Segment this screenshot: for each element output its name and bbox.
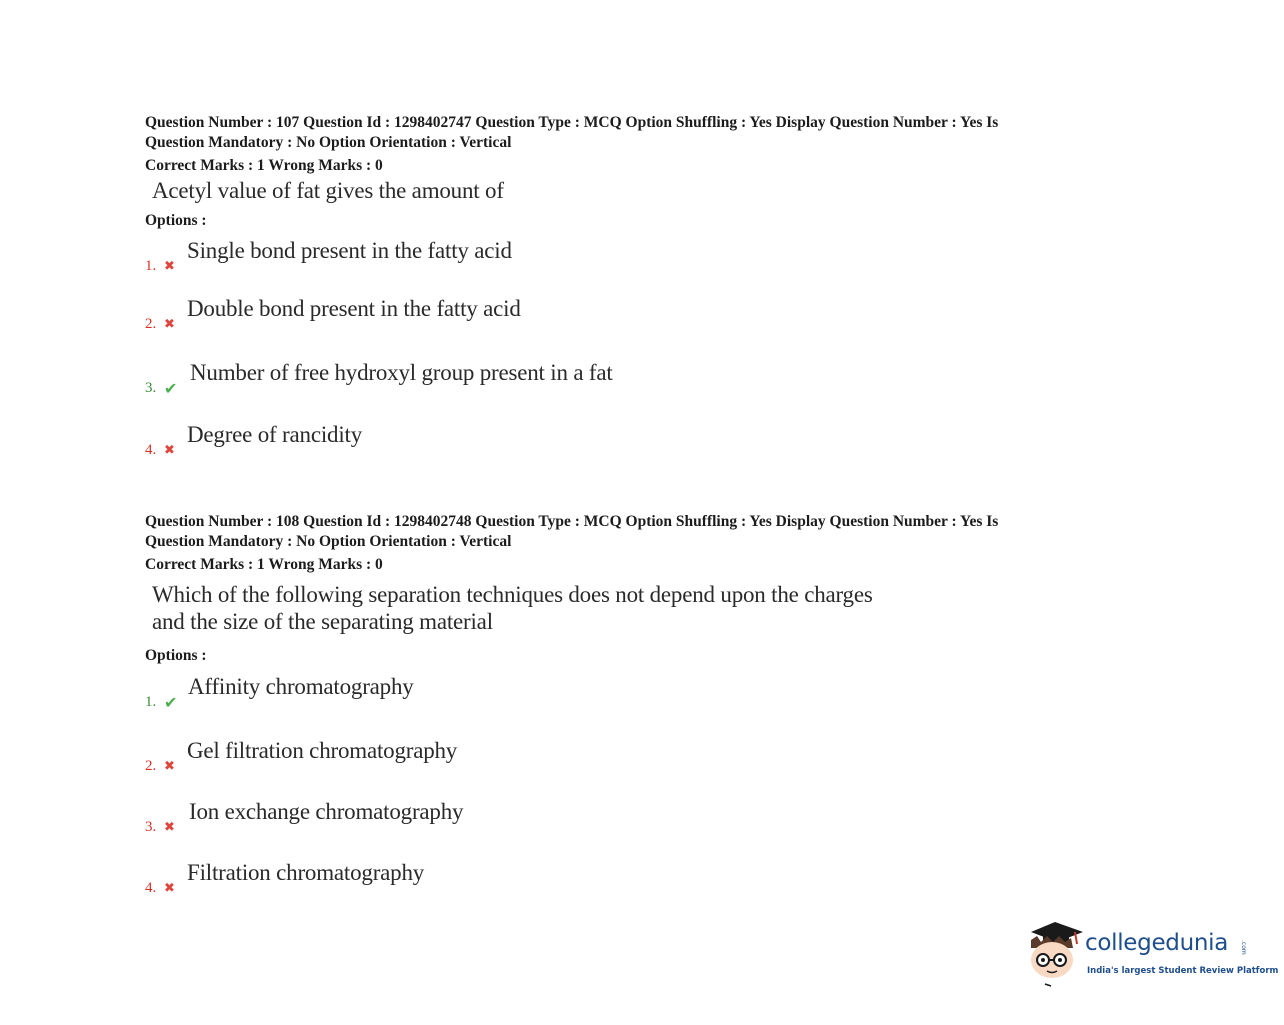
logo-tld: .com	[1240, 940, 1247, 955]
question-marks: Correct Marks : 1 Wrong Marks : 0	[145, 157, 383, 174]
option-1	[145, 237, 845, 277]
option-3	[145, 359, 845, 399]
option-text: Gel filtration chromatography	[187, 738, 458, 763]
option-number: 4.	[145, 880, 157, 896]
option-text: Filtration chromatography	[187, 860, 425, 885]
cross-icon: ✖	[164, 317, 175, 332]
option-number: 1.	[145, 694, 157, 710]
option-number: 2.	[145, 758, 157, 774]
mascot-icon	[1025, 918, 1085, 988]
question-meta	[145, 512, 1135, 551]
cross-icon: ✖	[164, 820, 175, 835]
question-meta-line1: Question Number : 108 Question Id : 1298402748 Question Type : MCQ Option Shuffling : Yes Display Question Number : Yes Is	[145, 513, 999, 530]
logo-tagline: India's largest Student Review Platform	[1087, 966, 1279, 976]
option-2	[145, 295, 845, 335]
option-text: Affinity chromatography	[188, 674, 414, 699]
option-text: Ion exchange chromatography	[189, 799, 464, 824]
logo-name: collegedunia	[1085, 930, 1229, 956]
question-meta-line1: Question Number : 107 Question Id : 1298402747 Question Type : MCQ Option Shuffling : Yes Display Question Number : Yes Is	[145, 114, 999, 131]
question-text: Acetyl value of fat gives the amount of	[152, 178, 504, 203]
options-label: Options :	[145, 212, 207, 229]
option-number: 2.	[145, 316, 157, 332]
question-text: Which of the following separation techniques does not depend upon the charges and the size of the separating material	[152, 582, 873, 634]
check-icon: ✔	[164, 693, 178, 712]
option-number: 1.	[145, 258, 157, 274]
cross-icon: ✖	[164, 759, 175, 774]
cross-icon: ✖	[164, 443, 175, 458]
question-meta-line2: Question Mandatory : No Option Orientation : Vertical	[145, 532, 512, 550]
option-text: Single bond present in the fatty acid	[187, 238, 512, 263]
option-number: 4.	[145, 442, 157, 458]
option-text: Double bond present in the fatty acid	[187, 296, 521, 321]
option-text: Number of free hydroxyl group present in a fat	[190, 360, 613, 385]
question-marks: Correct Marks : 1 Wrong Marks : 0	[145, 556, 383, 573]
cross-icon: ✖	[164, 881, 175, 896]
option-4	[145, 859, 845, 899]
question-108	[145, 512, 1135, 665]
option-number: 3.	[145, 380, 157, 396]
option-2	[145, 737, 845, 777]
option-number: 3.	[145, 819, 157, 835]
collegedunia-logo[interactable]	[1025, 918, 1279, 988]
options-label: Options :	[145, 647, 207, 664]
option-4	[145, 421, 845, 461]
question-meta	[145, 113, 1135, 152]
question-meta-line2: Question Mandatory : No Option Orientation : Vertical	[145, 133, 512, 151]
check-icon: ✔	[164, 379, 178, 398]
option-1	[145, 673, 845, 713]
cross-icon: ✖	[164, 259, 175, 274]
option-text: Degree of rancidity	[187, 422, 363, 447]
question-107	[145, 113, 1135, 230]
option-3	[145, 798, 845, 838]
